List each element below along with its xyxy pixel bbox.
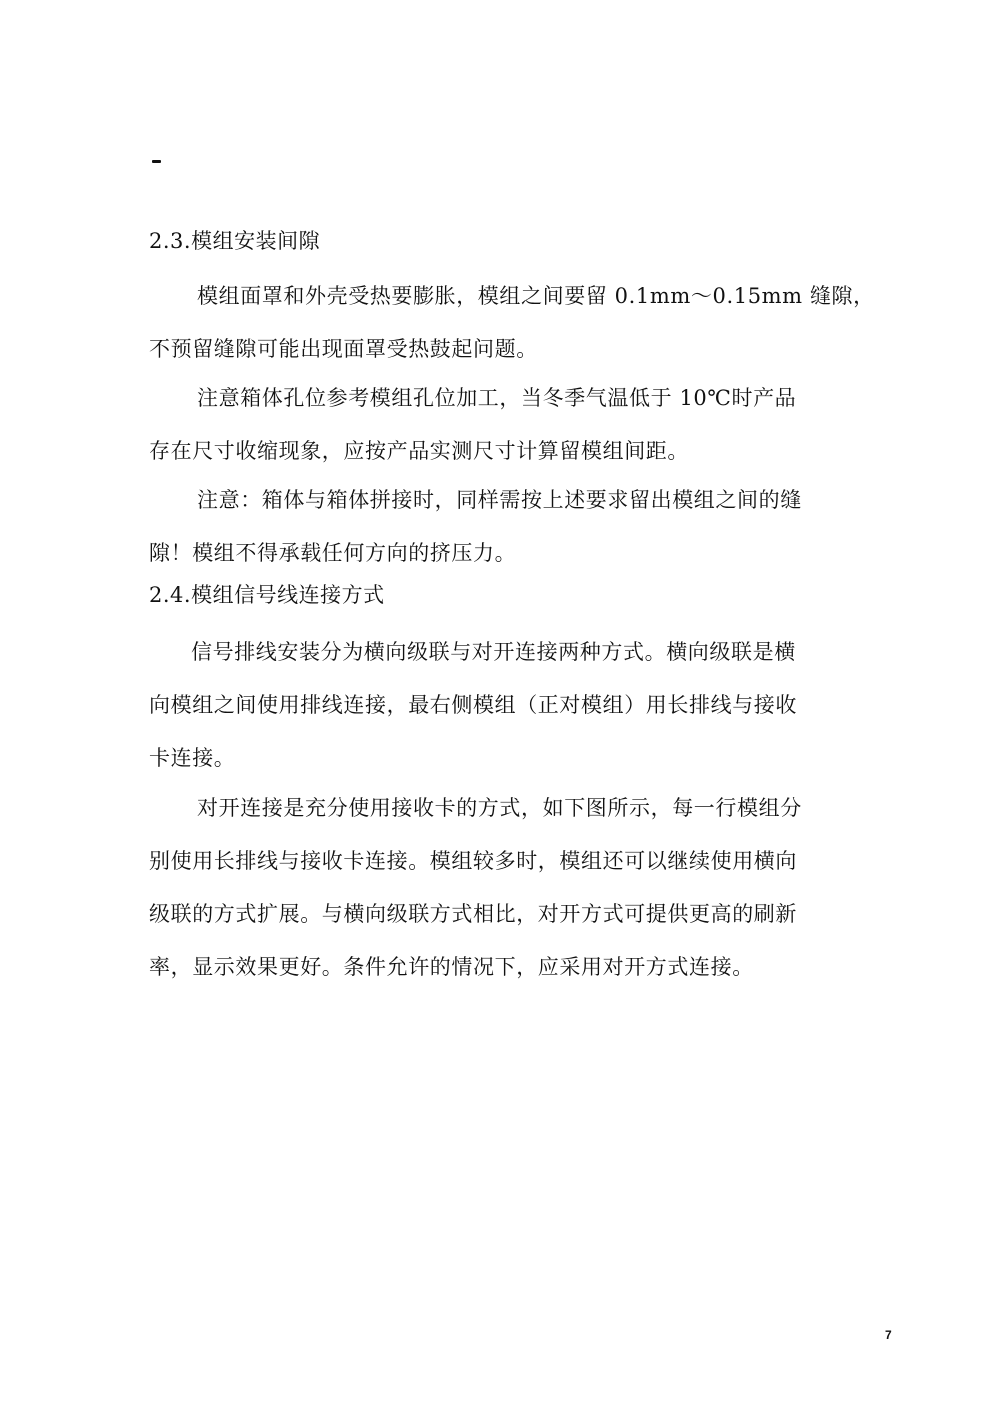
text-line: 模组面罩和外壳受热要膨胀，模组之间要留 0.1mm～0.15mm 缝隙， xyxy=(197,284,875,308)
section-heading-2-4: 2.4.模组信号线连接方式 xyxy=(149,583,385,607)
text-line: 卡连接。 xyxy=(149,746,236,770)
paragraph-gap-expansion xyxy=(149,270,875,376)
text-line: 率，显示效果更好。条件允许的情况下，应采用对开方式连接。 xyxy=(149,955,754,979)
text-line: 别使用长排线与接收卡连接。模组较多时，模组还可以继续使用横向 xyxy=(149,849,797,873)
paragraph-split-connection xyxy=(149,782,849,994)
text-line: 不预留缝隙可能出现面罩受热鼓起问题。 xyxy=(149,337,538,361)
paragraph-cabinet-splicing xyxy=(149,474,849,580)
text-line: 级联的方式扩展。与横向级联方式相比，对开方式可提供更高的刷新 xyxy=(149,902,797,926)
text-line: 注意：箱体与箱体拼接时，同样需按上述要求留出模组之间的缝 xyxy=(197,488,802,512)
paragraph-cascade-connection xyxy=(149,626,849,785)
section-heading-2-3: 2.3.模组安装间隙 xyxy=(149,229,321,253)
text-line: 对开连接是充分使用接收卡的方式，如下图所示，每一行模组分 xyxy=(197,796,802,820)
text-line: 存在尺寸收缩现象，应按产品实测尺寸计算留模组间距。 xyxy=(149,439,689,463)
text-line: 信号排线安装分为横向级联与对开连接两种方式。横向级联是横 xyxy=(191,640,796,664)
page-number: 7 xyxy=(885,1328,892,1342)
stray-mark xyxy=(152,160,161,163)
paragraph-cabinet-holes xyxy=(149,372,849,478)
text-line: 向模组之间使用排线连接，最右侧模组（正对模组）用长排线与接收 xyxy=(149,693,797,717)
text-line: 注意箱体孔位参考模组孔位加工，当冬季气温低于 10℃时产品 xyxy=(197,386,797,410)
text-line: 隙！模组不得承载任何方向的挤压力。 xyxy=(149,541,517,565)
